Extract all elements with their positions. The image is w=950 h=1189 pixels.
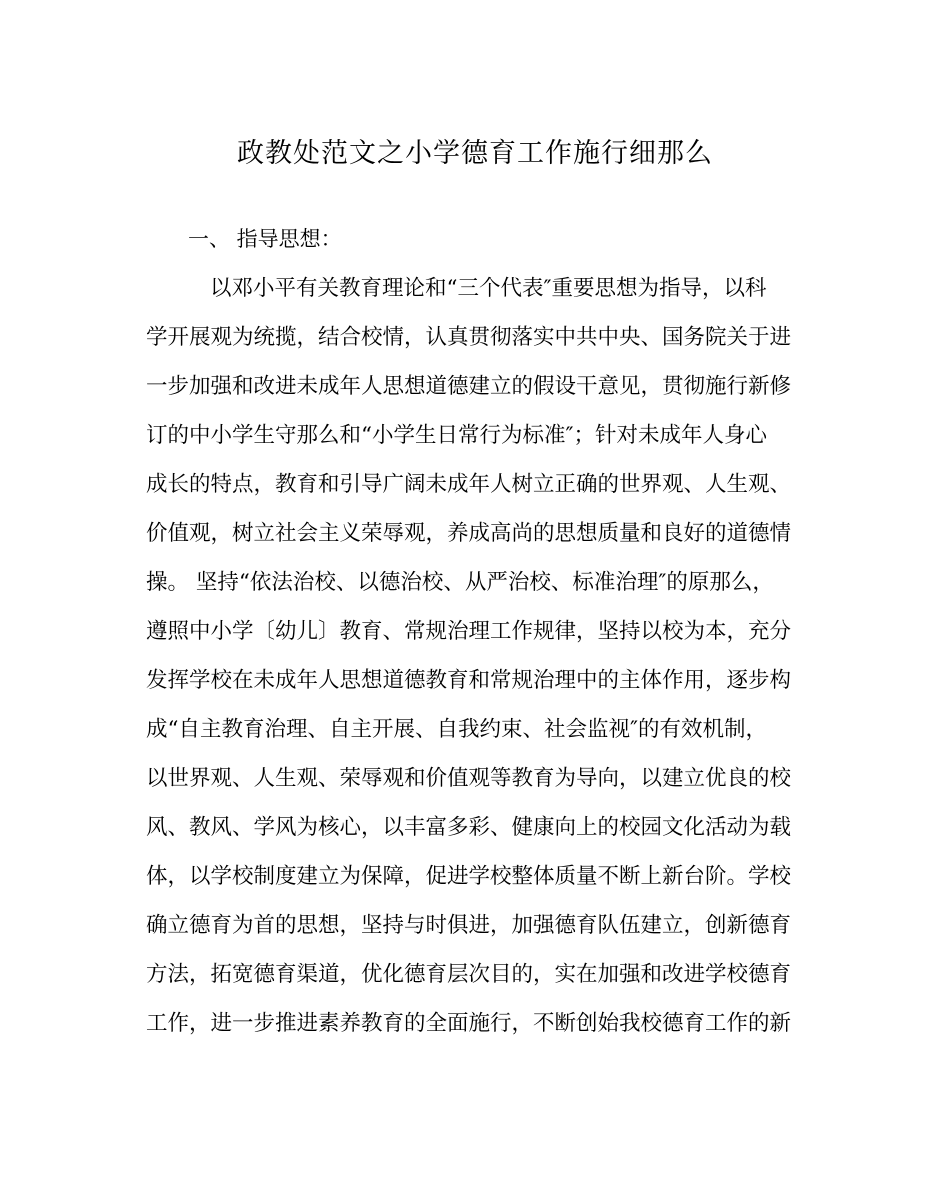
- paragraph-line: 成长的特点，教育和引导广阔未成年人树立正确的世界观、人生观、: [146, 472, 792, 497]
- paragraph-line: 风、教风、学风为核心，以丰富多彩、健康向上的校园文化活动为载: [146, 815, 792, 840]
- paragraph-line: 工作，进一步推进素养教育的全面施行，不断创始我校德育工作的新: [146, 1011, 792, 1036]
- paragraph-line: 体，以学校制度建立为保障，促进学校整体质量不断上新台阶。学校: [146, 864, 792, 889]
- paragraph-line: 确立德育为首的思想，坚持与时俱进，加强德育队伍建立，创新德育: [146, 913, 792, 938]
- paragraph-line: 成“自主教育治理、自主开展、自我约束、社会监视″的有效机制，: [146, 717, 768, 742]
- body-paragraph: [146, 269, 806, 1053]
- document-title: 政教处范文之小学德育工作施行细那么: [237, 138, 713, 169]
- paragraph-line: 以邓小平有关教育理论和“三个代表″重要思想为指导，以科: [210, 276, 767, 301]
- paragraph-line: 以世界观、人生观、荣辱观和价值观等教育为导向，以建立优良的校: [146, 766, 792, 791]
- paragraph-line: 价值观，树立社会主义荣辱观，养成高尚的思想质量和良好的道德情: [146, 521, 792, 546]
- paragraph-line: 学开展观为统揽，结合校情，认真贯彻落实中共中央、国务院关于进: [146, 325, 792, 350]
- paragraph-line: 一步加强和改进未成年人思想道德建立的假设干意见，贯彻施行新修: [146, 374, 792, 399]
- paragraph-line: 发挥学校在未成年人思想道德教育和常规治理中的主体作用，逐步构: [146, 668, 792, 693]
- paragraph-line: 遵照中小学〔幼儿〕教育、常规治理工作规律，坚持以校为本，充分: [146, 619, 792, 644]
- paragraph-line: 订的中小学生守那么和“小学生日常行为标准″；针对未成年人身心: [146, 423, 768, 448]
- paragraph-line: 方法，拓宽德育渠道，优化德育层次目的，实在加强和改进学校德育: [146, 962, 792, 987]
- section-heading: 一、 指导思想：: [188, 227, 342, 251]
- paragraph-line: 操。 坚持“依法治校、以德治校、从严治校、标准治理″的原那么，: [146, 570, 774, 595]
